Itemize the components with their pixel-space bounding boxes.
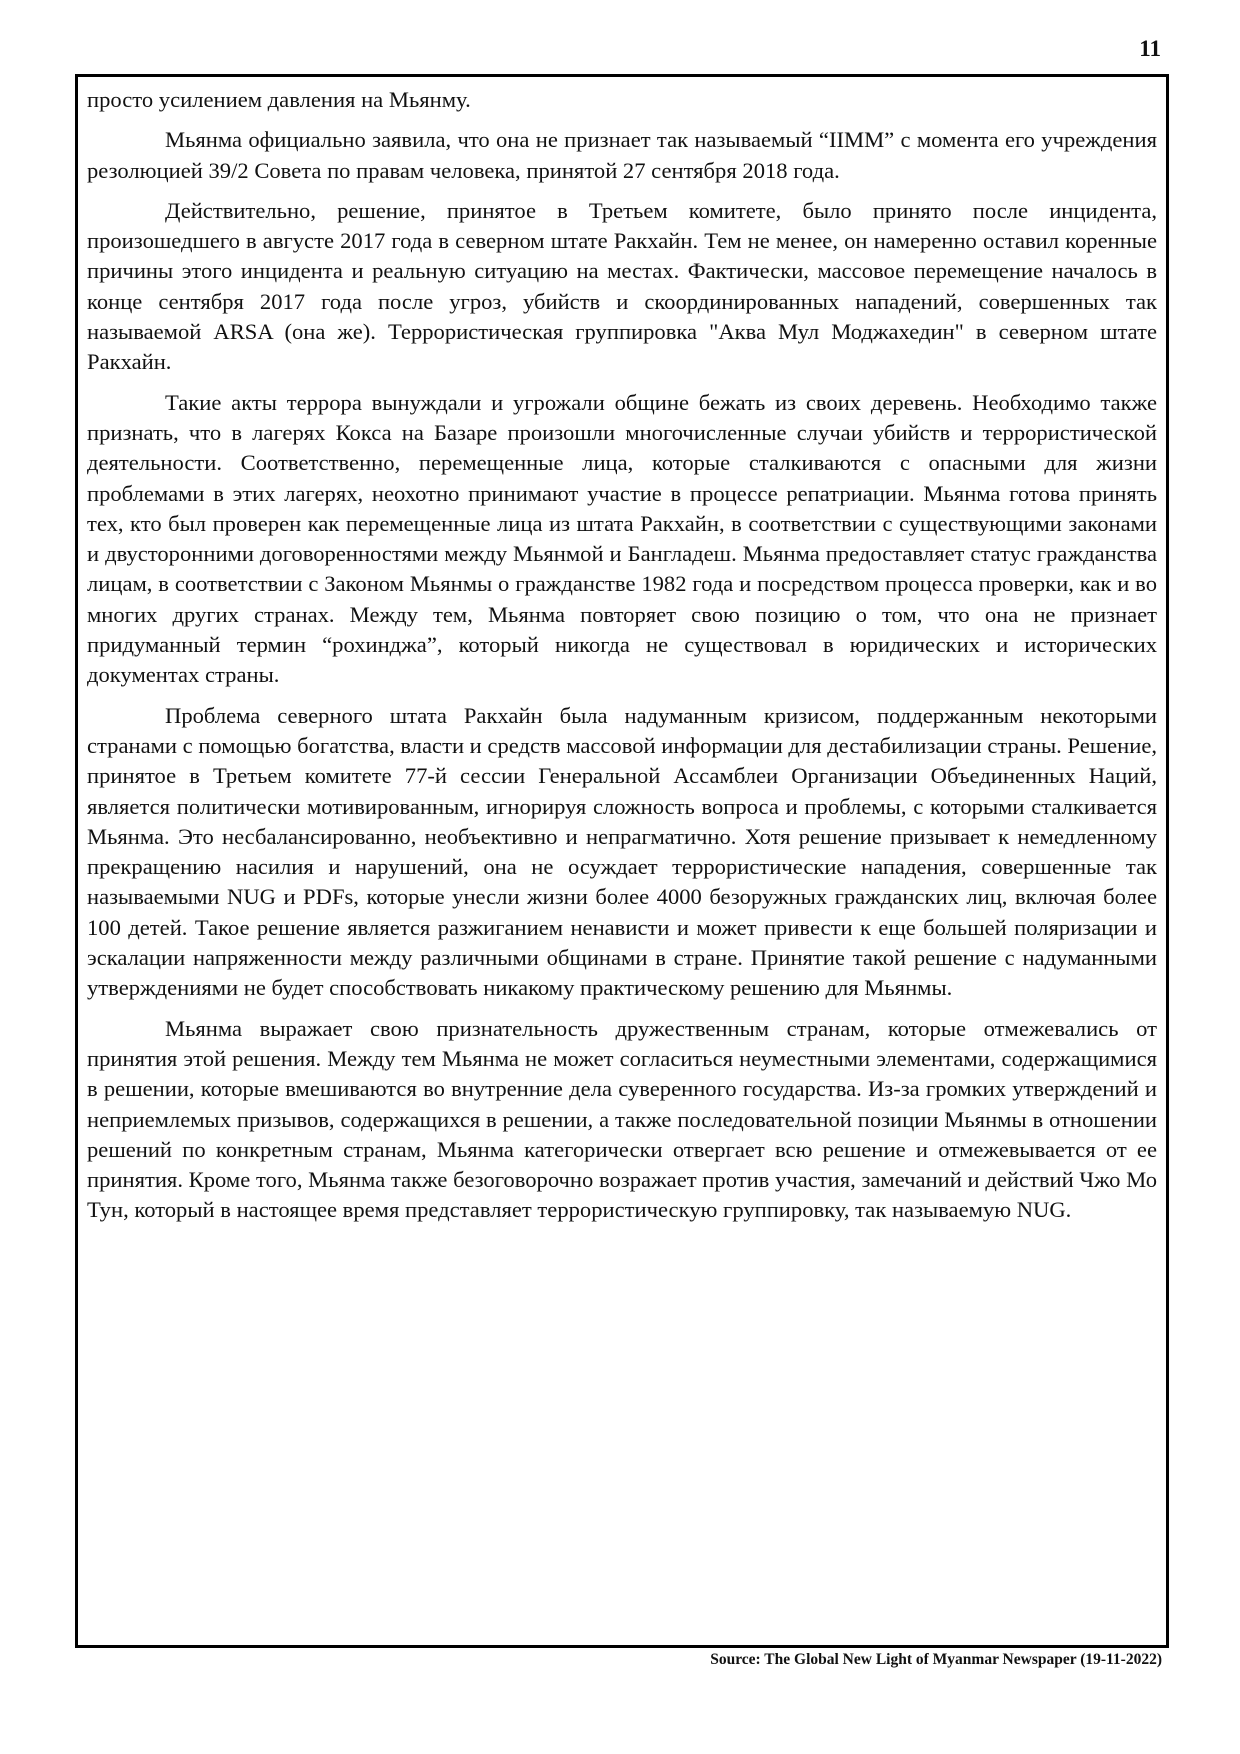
source-citation: Source: The Global New Light of Myanmar Newspaper (19-11-2022)	[710, 1651, 1162, 1668]
article-frame	[75, 74, 1169, 1648]
paragraph-rejection: Мьянма выражает свою признательность дружественным странам, которые отмежевались от принятия этой решения. Между тем Мьянма не может согласиться неуместными элементами, содержащимися в решении, которые вмешиваются во внутренние дела суверенного государства. Из-за громких утверждений и неприемлемых призывов, содержащихся в решении, а также последовательной позиции Мьянмы в отношении решений по конкретным странам, Мьянма категорически отвергает всю решение и отмежевывается от ее принятия. Кроме того, Мьянма также безоговорочно возражает против участия, замечаний и действий Чжо Мо Тун, который в настоящее время представляет террористическую группировку, так называемую NUG.	[87, 1015, 1157, 1223]
paragraph-iimm-statement: Мьянма официально заявила, что она не признает так называемый “IIMM” с момента его учреждения резолюцией 39/2 Совета по правам человека, принятой 27 сентября 2018 года.	[87, 127, 1157, 183]
paragraph-repatriation: Такие акты террора вынуждали и угрожали общине бежать из своих деревень. Необходимо также признать, что в лагерях Кокса на Базаре произошли многочисленные случаи убийств и террористической деятельности. Соответственно, перемещенные лица, которые сталкиваются с опасными для жизни проблемами в этих лагерях, неохотно принимают участие в процессе репатриации. Мьянма готова принять тех, кто был проверен как перемещенные лица из штата Ракхайн, в соответствии с существующими законами и двусторонними договоренностями между Мьянмой и Бангладеш. Мьянма предоставляет статус гражданства лицам, в соответствии с Законом Мьянмы о гражданстве 1982 года и посредством процесса проверки, как и во многих других странах. Между тем, Мьянма повторяет свою позицию о том, что она не признает придуманный термин “рохинджа”, который никогда не существовал в юридических и исторических документах страны.	[87, 389, 1157, 688]
paragraph-rakhine-crisis: Проблема северного штата Ракхайн была надуманным кризисом, поддержанным некоторыми странами с помощью богатства, власти и средств массовой информации для дестабилизации страны. Решение, принятое в Третьем комитете 77-й сессии Генеральной Ассамблеи Организации Объединенных Наций, является политически мотивированным, игнорируя сложность вопроса и проблемы, с которыми сталкивается Мьянма. Это несбалансированно, необъективно и непрагматично. Хотя решение призывает к немедленному прекращению насилия и нарушений, она не осуждает террористические нападения, совершенные так называемыми NUG и PDFs, которые унесли жизни более 4000 безоружных гражданских лиц, включая более 100 детей. Такое решение является разжиганием ненависти и может привести к еще большей поляризации и эскалации напряженности между различными общинами в стране. Принятие такой решение с надуманными утверждениями не будет способствовать никакому практическому решению для Мьянмы.	[87, 702, 1158, 1001]
paragraph-third-committee-incident: Действительно, решение, принятое в Третьем комитете, было принято после инцидента, произошедшего в августе 2017 года в северном штате Ракхайн. Тем не менее, он намеренно оставил коренные причины этого инцидента и реальную ситуацию на местах. Фактически, массовое перемещение началось в конце сентября 2017 года после угроз, убийств и скоординированных нападений, совершенных так называемой ARSA (она же). Террористическая группировка "Аква Мул Моджахедин" в северном штате Ракхайн.	[87, 197, 1157, 375]
page-number: 11	[1139, 36, 1161, 61]
paragraph-continuation: просто усилением давления на Мьянму.	[87, 87, 471, 112]
